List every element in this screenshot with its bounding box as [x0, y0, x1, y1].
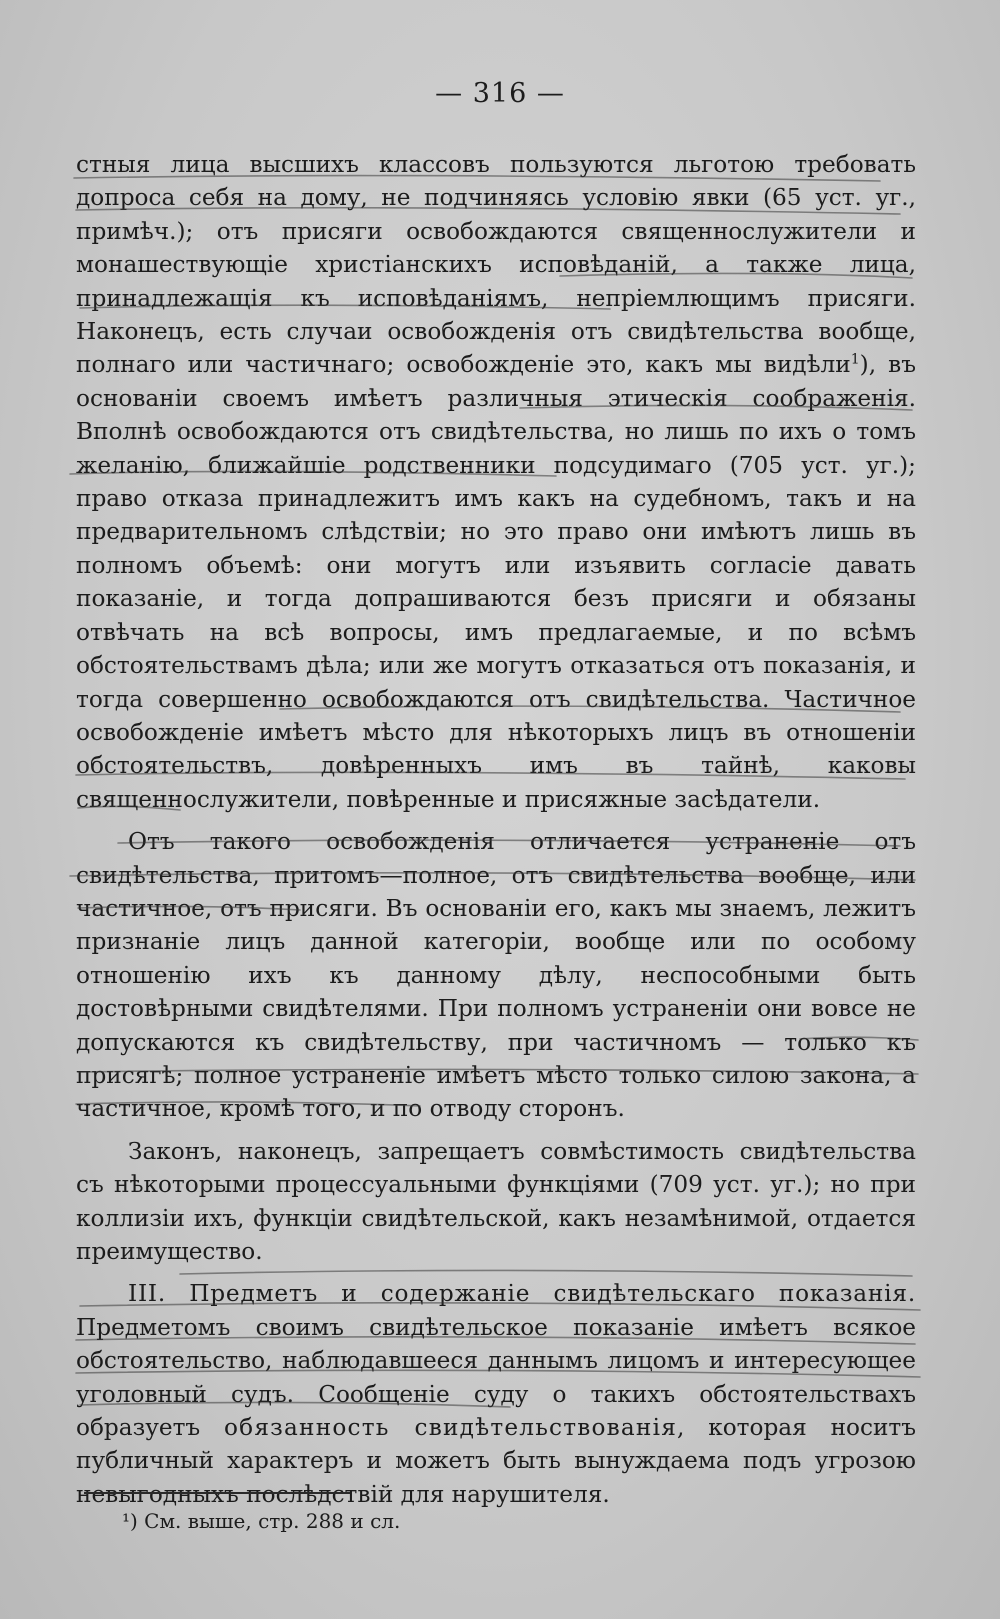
paragraph-4 [76, 1277, 916, 1511]
body-text [76, 148, 916, 1511]
page-number: — 316 — [435, 78, 565, 109]
paragraph-1-text-rest: ), въ основаніи своемъ имѣетъ различныя этическія соображенія. Вполнѣ освобождаются отъ свидѣтельства, но лишь по ихъ о томъ желанію, ближайшіе родственники подсудимаго (705 уст. уг.); право отказа принадлежитъ имъ какъ на судебномъ, такъ и на предварительномъ слѣдствіи; но это право они имѣютъ лишь въ полномъ объемѣ: они могутъ или изъявить согласіе давать показаніе, и тогда допрашиваются безъ присяги и обязаны отвѣчать на всѣ вопросы, имъ предлагаемые, и по всѣмъ обстоятельствамъ дѣла; или же могутъ отказаться отъ показанія, и тогда совершенно освобождаются отъ свидѣтельства. Частичное освобожденіе имѣетъ мѣсто для нѣкоторыхъ лицъ въ отношеніи обстоятельствъ, довѣренныхъ имъ въ тайнѣ, каковы священнослужители, повѣренные и присяжные засѣдатели. [76, 351, 916, 813]
footnote-reference: 1 [850, 351, 860, 368]
paragraph-3: Законъ, наконецъ, запрещаетъ совмѣстимость свидѣтельства съ нѣкоторыми процессуальными функціями (709 уст. уг.); но при коллизіи ихъ, функціи свидѣтельской, какъ незамѣнимой, отдается преимущество. [76, 1137, 916, 1265]
footnote-divider [84, 1492, 350, 1494]
section-heading: III. Предметъ и содержаніе свидѣтельскаго показанія. [128, 1280, 916, 1308]
paragraph-1 [76, 148, 916, 816]
paragraph-4-text: Предметомъ своимъ свидѣтельское показаніе имѣетъ всякое обстоятельство, наблюдавшееся даннымъ лицомъ и интересующее уголовный судъ. Сообщеніе суду о такихъ обстоятельствахъ образуетъ [76, 1313, 916, 1442]
footnote: ¹) См. выше, стр. 288 и сл. [122, 1509, 401, 1533]
emphasized-term: обязанность свидѣтельствованія [224, 1414, 678, 1442]
paragraph-1-text: стныя лица высшихъ классовъ пользуются льготою требовать допроса себя на дому, не подчиняясь условію явки (65 уст. уг., примѣч.); отъ присяги освобождаются священнослужители и монашествующіе христіанскихъ исповѣданій, а также лица, принадлежащія къ исповѣданіямъ, непріемлющимъ присяги. Наконецъ, есть случаи освобожденія отъ свидѣтельства вообще, полнаго или частичнаго; освобожденіе это, какъ мы видѣли [76, 151, 916, 379]
paragraph-2: Отъ такого освобожденія отличается устраненіе отъ свидѣтельства, притомъ—полное, отъ свидѣтельства вообще, или частичное, отъ присяги. Въ основаніи его, какъ мы знаемъ, лежитъ признаніе лицъ данной категоріи, вообще или по особому отношенію ихъ къ данному дѣлу, неспособными быть достовѣрными свидѣтелями. При полномъ устраненіи они вовсе не допускаются къ свидѣтельству, при частичномъ — только къ присягѣ; полное устраненіе имѣетъ мѣсто только силою закона, а частичное, кромѣ того, и по отводу сторонъ. [76, 828, 916, 1123]
paragraph-4-text-rest: , которая носитъ публичный характеръ и можетъ быть вынуждаема подъ угрозою невыгодныхъ послѣдствій для нарушителя. [76, 1414, 917, 1508]
